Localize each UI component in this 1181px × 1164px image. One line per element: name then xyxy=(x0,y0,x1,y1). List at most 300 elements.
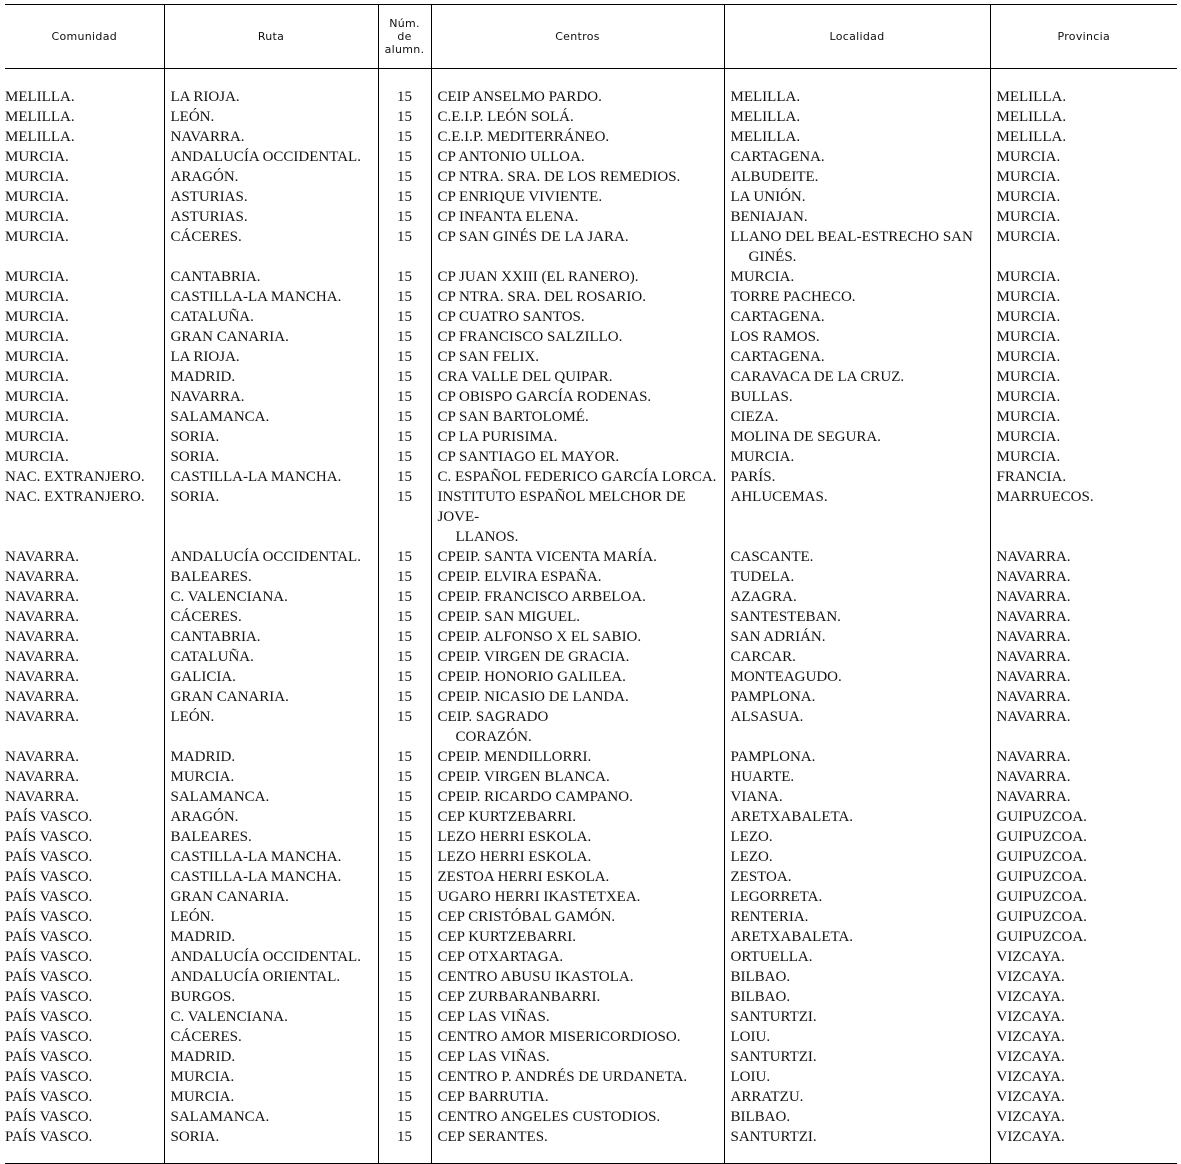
cell-provincia: MURCIA. xyxy=(996,389,1061,405)
cell-centro: UGARO HERRI IKASTETXEA. xyxy=(431,887,724,907)
cell-provincia: GUIPUZCOA. xyxy=(996,909,1087,925)
cell-localidad: CIEZA. xyxy=(724,407,990,427)
cell-localidad: LEZO. xyxy=(724,847,990,867)
cell-centro: CPEIP. ALFONSO X EL SABIO. xyxy=(431,627,724,647)
table-row xyxy=(5,1027,1177,1047)
cell-comunidad: NAVARRA. xyxy=(5,687,164,707)
cell-provincia: NAVARRA. xyxy=(996,769,1071,785)
cell-comunidad: NAVARRA. xyxy=(5,767,164,787)
table-header xyxy=(5,5,1177,69)
table-row xyxy=(5,627,1177,647)
cell-comunidad: NAVARRA. xyxy=(5,547,164,567)
cell-comunidad: NAVARRA. xyxy=(5,707,164,747)
cell-localidad: LLANO DEL BEAL-ESTRECHO SAN GINÉS. xyxy=(724,227,990,267)
cell-provincia: GUIPUZCOA. xyxy=(996,829,1087,845)
cell-num-alumnos: 15 xyxy=(378,1087,431,1107)
cell-provincia: VIZCAYA. xyxy=(996,949,1065,965)
cell-ruta: ANDALUCÍA OCCIDENTAL. xyxy=(164,547,378,567)
cell-num-alumnos: 15 xyxy=(378,947,431,967)
cell-provincia: MURCIA. xyxy=(996,189,1061,205)
cell-ruta: CÁCERES. xyxy=(164,227,378,267)
cell-ruta: CASTILLA-LA MANCHA. xyxy=(164,467,378,487)
cell-localidad: HUARTE. xyxy=(724,767,990,787)
table-row xyxy=(5,767,1177,787)
cell-localidad: TORRE PACHECO. xyxy=(724,287,990,307)
cell-ruta: ASTURIAS. xyxy=(164,207,378,227)
table-row xyxy=(5,907,1177,927)
cell-num-alumnos: 15 xyxy=(378,1027,431,1047)
cell-comunidad: NAVARRA. xyxy=(5,787,164,807)
cell-localidad: ALBUDEITE. xyxy=(724,167,990,187)
cell-num-alumnos: 15 xyxy=(378,567,431,587)
cell-num-alumnos: 15 xyxy=(378,127,431,147)
cell-comunidad: PAÍS VASCO. xyxy=(5,1087,164,1107)
cell-centro: CPEIP. SANTA VICENTA MARÍA. xyxy=(431,547,724,567)
cell-centro: CPEIP. HONORIO GALILEA. xyxy=(431,667,724,687)
table-row xyxy=(5,387,1177,407)
cell-localidad: MURCIA. xyxy=(724,267,990,287)
cell-comunidad: PAÍS VASCO. xyxy=(5,1047,164,1067)
cell-num-alumnos: 15 xyxy=(378,327,431,347)
cell-centro: CEP SERANTES. xyxy=(431,1127,724,1147)
cell-comunidad: NAVARRA. xyxy=(5,647,164,667)
cell-provincia: NAVARRA. xyxy=(996,549,1071,565)
cell-comunidad: MELILLA. xyxy=(5,107,164,127)
cell-provincia: MURCIA. xyxy=(996,349,1061,365)
cell-comunidad: NAVARRA. xyxy=(5,587,164,607)
cell-num-alumnos: 15 xyxy=(378,1067,431,1087)
cell-ruta: CASTILLA-LA MANCHA. xyxy=(164,287,378,307)
cell-localidad: PAMPLONA. xyxy=(724,687,990,707)
cell-ruta: SORIA. xyxy=(164,447,378,467)
cell-comunidad: PAÍS VASCO. xyxy=(5,1107,164,1127)
cell-num-alumnos: 15 xyxy=(378,927,431,947)
cell-provincia: GUIPUZCOA. xyxy=(996,869,1087,885)
cell-ruta: ARAGÓN. xyxy=(164,807,378,827)
cell-comunidad: NAC. EXTRANJERO. xyxy=(5,487,164,547)
cell-localidad: MOLINA DE SEGURA. xyxy=(724,427,990,447)
table-row xyxy=(5,807,1177,827)
cell-centro: LEZO HERRI ESKOLA. xyxy=(431,827,724,847)
cell-centro: CEP OTXARTAGA. xyxy=(431,947,724,967)
cell-centro: CP INFANTA ELENA. xyxy=(431,207,724,227)
cell-ruta: CÁCERES. xyxy=(164,1027,378,1047)
cell-provincia: GUIPUZCOA. xyxy=(996,849,1087,865)
cell-centro: CENTRO AMOR MISERICORDIOSO. xyxy=(431,1027,724,1047)
cell-comunidad: MURCIA. xyxy=(5,207,164,227)
table-row xyxy=(5,127,1177,147)
cell-localidad: SANTESTEBAN. xyxy=(724,607,990,627)
cell-provincia: NAVARRA. xyxy=(996,709,1071,725)
cell-num-alumnos: 15 xyxy=(378,627,431,647)
cell-localidad: CARCAR. xyxy=(724,647,990,667)
cell-centro: CPEIP. VIRGEN DE GRACIA. xyxy=(431,647,724,667)
cell-comunidad: PAÍS VASCO. xyxy=(5,867,164,887)
cell-localidad: ALSASUA. xyxy=(724,707,990,747)
cell-localidad: CARTAGENA. xyxy=(724,147,990,167)
table-row xyxy=(5,1067,1177,1087)
cell-num-alumnos: 15 xyxy=(378,667,431,687)
header-num-alumnos: Núm. de alumn. xyxy=(378,5,431,69)
cell-comunidad: MURCIA. xyxy=(5,327,164,347)
cell-centro: CEP LAS VIÑAS. xyxy=(431,1007,724,1027)
cell-num-alumnos: 15 xyxy=(378,387,431,407)
cell-localidad: SANTURTZI. xyxy=(724,1047,990,1067)
cell-ruta: CASTILLA-LA MANCHA. xyxy=(164,867,378,887)
cell-num-alumnos: 15 xyxy=(378,987,431,1007)
cell-ruta: ARAGÓN. xyxy=(164,167,378,187)
cell-localidad: CARAVACA DE LA CRUZ. xyxy=(724,367,990,387)
cell-num-alumnos: 15 xyxy=(378,427,431,447)
cell-localidad: ARETXABALETA. xyxy=(724,807,990,827)
cell-ruta: MADRID. xyxy=(164,747,378,767)
cell-comunidad: PAÍS VASCO. xyxy=(5,927,164,947)
cell-comunidad: PAÍS VASCO. xyxy=(5,887,164,907)
cell-num-alumnos: 15 xyxy=(378,967,431,987)
cell-ruta: GALICIA. xyxy=(164,667,378,687)
cell-num-alumnos: 15 xyxy=(378,707,431,747)
cell-comunidad: PAÍS VASCO. xyxy=(5,807,164,827)
cell-localidad: SANTURTZI. xyxy=(724,1127,990,1147)
cell-ruta: LA RIOJA. xyxy=(164,347,378,367)
cell-localidad: SAN ADRIÁN. xyxy=(724,627,990,647)
cell-centro: C.E.I.P. LEÓN SOLÁ. xyxy=(431,107,724,127)
cell-localidad: CARTAGENA. xyxy=(724,347,990,367)
cell-ruta: LA RIOJA. xyxy=(164,87,378,107)
cell-ruta: ANDALUCÍA ORIENTAL. xyxy=(164,967,378,987)
cell-num-alumnos: 15 xyxy=(378,787,431,807)
cell-num-alumnos: 15 xyxy=(378,547,431,567)
cell-comunidad: NAVARRA. xyxy=(5,607,164,627)
cell-centro: CP OBISPO GARCÍA RODENAS. xyxy=(431,387,724,407)
cell-ruta: CASTILLA-LA MANCHA. xyxy=(164,847,378,867)
cell-centro: CP NTRA. SRA. DEL ROSARIO. xyxy=(431,287,724,307)
cell-ruta: SORIA. xyxy=(164,487,378,547)
cell-comunidad: MELILLA. xyxy=(5,87,164,107)
cell-num-alumnos: 15 xyxy=(378,607,431,627)
table-row xyxy=(5,967,1177,987)
cell-num-alumnos: 15 xyxy=(378,307,431,327)
cell-comunidad: PAÍS VASCO. xyxy=(5,967,164,987)
cell-centro: INSTITUTO ESPAÑOL MELCHOR DE JOVE- LLANOS. xyxy=(431,487,724,547)
cell-provincia: VIZCAYA. xyxy=(996,969,1065,985)
cell-centro: CEP KURTZEBARRI. xyxy=(431,807,724,827)
cell-num-alumnos: 15 xyxy=(378,807,431,827)
cell-num-alumnos: 15 xyxy=(378,187,431,207)
cell-comunidad: PAÍS VASCO. xyxy=(5,827,164,847)
cell-localidad: ARETXABALETA. xyxy=(724,927,990,947)
cell-localidad: BILBAO. xyxy=(724,987,990,1007)
cell-ruta: MURCIA. xyxy=(164,1067,378,1087)
cell-comunidad: MURCIA. xyxy=(5,187,164,207)
table-row xyxy=(5,987,1177,1007)
cell-num-alumnos: 15 xyxy=(378,687,431,707)
cell-num-alumnos: 15 xyxy=(378,747,431,767)
cell-ruta: GRAN CANARIA. xyxy=(164,687,378,707)
table-row xyxy=(5,687,1177,707)
cell-ruta: BALEARES. xyxy=(164,827,378,847)
cell-provincia: NAVARRA. xyxy=(996,789,1071,805)
table-row xyxy=(5,287,1177,307)
cell-centro: CPEIP. VIRGEN BLANCA. xyxy=(431,767,724,787)
cell-localidad: MELILLA. xyxy=(724,127,990,147)
cell-comunidad: PAÍS VASCO. xyxy=(5,1027,164,1047)
cell-num-alumnos: 15 xyxy=(378,827,431,847)
cell-centro: ZESTOA HERRI ESKOLA. xyxy=(431,867,724,887)
cell-comunidad: MURCIA. xyxy=(5,447,164,467)
cell-localidad: LEZO. xyxy=(724,827,990,847)
table-row xyxy=(5,827,1177,847)
table-row xyxy=(5,307,1177,327)
cell-comunidad: MURCIA. xyxy=(5,407,164,427)
cell-centro: CEP KURTZEBARRI. xyxy=(431,927,724,947)
cell-localidad: LOIU. xyxy=(724,1067,990,1087)
cell-provincia: VIZCAYA. xyxy=(996,1009,1065,1025)
table-row xyxy=(5,1047,1177,1067)
cell-centro: CEIP. SAGRADO CORAZÓN. xyxy=(431,707,724,747)
cell-ruta: MADRID. xyxy=(164,367,378,387)
cell-provincia: VIZCAYA. xyxy=(996,1049,1065,1065)
cell-localidad: AZAGRA. xyxy=(724,587,990,607)
cell-localidad: ARRATZU. xyxy=(724,1087,990,1107)
table-row xyxy=(5,367,1177,387)
cell-ruta: CATALUÑA. xyxy=(164,307,378,327)
cell-num-alumnos: 15 xyxy=(378,447,431,467)
table-row xyxy=(5,167,1177,187)
cell-ruta: C. VALENCIANA. xyxy=(164,587,378,607)
cell-num-alumnos: 15 xyxy=(378,167,431,187)
cell-provincia: GUIPUZCOA. xyxy=(996,889,1087,905)
cell-localidad: PARÍS. xyxy=(724,467,990,487)
cell-centro: CP CUATRO SANTOS. xyxy=(431,307,724,327)
cell-provincia: NAVARRA. xyxy=(996,749,1071,765)
cell-num-alumnos: 15 xyxy=(378,107,431,127)
cell-centro: CPEIP. SAN MIGUEL. xyxy=(431,607,724,627)
cell-localidad: ORTUELLA. xyxy=(724,947,990,967)
table-row xyxy=(5,407,1177,427)
table-body xyxy=(5,69,1177,1164)
cell-provincia: VIZCAYA. xyxy=(996,1109,1065,1125)
cell-provincia: MELILLA. xyxy=(996,109,1067,125)
cell-provincia: MURCIA. xyxy=(996,169,1061,185)
cell-ruta: SORIA. xyxy=(164,1127,378,1147)
cell-num-alumnos: 15 xyxy=(378,467,431,487)
cell-localidad: ZESTOA. xyxy=(724,867,990,887)
cell-comunidad: MURCIA. xyxy=(5,287,164,307)
table-row xyxy=(5,487,1177,547)
cell-provincia: MELILLA. xyxy=(996,89,1067,105)
cell-provincia: MURCIA. xyxy=(996,209,1061,225)
cell-provincia: NAVARRA. xyxy=(996,609,1071,625)
cell-ruta: GRAN CANARIA. xyxy=(164,327,378,347)
table-row xyxy=(5,567,1177,587)
cell-centro: CEP CRISTÓBAL GAMÓN. xyxy=(431,907,724,927)
cell-ruta: SALAMANCA. xyxy=(164,1107,378,1127)
cell-comunidad: PAÍS VASCO. xyxy=(5,1007,164,1027)
cell-provincia: VIZCAYA. xyxy=(996,1029,1065,1045)
cell-comunidad: MURCIA. xyxy=(5,227,164,267)
cell-ruta: LEÓN. xyxy=(164,907,378,927)
cell-num-alumnos: 15 xyxy=(378,367,431,387)
cell-ruta: LEÓN. xyxy=(164,707,378,747)
cell-localidad: BILBAO. xyxy=(724,967,990,987)
cell-comunidad: MURCIA. xyxy=(5,167,164,187)
cell-provincia: FRANCIA. xyxy=(996,469,1067,485)
cell-ruta: C. VALENCIANA. xyxy=(164,1007,378,1027)
cell-ruta: NAVARRA. xyxy=(164,127,378,147)
table-row xyxy=(5,927,1177,947)
cell-ruta: BURGOS. xyxy=(164,987,378,1007)
cell-num-alumnos: 15 xyxy=(378,87,431,107)
table-row xyxy=(5,447,1177,467)
cell-comunidad: PAÍS VASCO. xyxy=(5,987,164,1007)
cell-comunidad: MURCIA. xyxy=(5,147,164,167)
cell-num-alumnos: 15 xyxy=(378,407,431,427)
table-row xyxy=(5,847,1177,867)
cell-comunidad: MURCIA. xyxy=(5,307,164,327)
cell-provincia: VIZCAYA. xyxy=(996,1069,1065,1085)
cell-provincia: GUIPUZCOA. xyxy=(996,809,1087,825)
cell-centro: CENTRO P. ANDRÉS DE URDANETA. xyxy=(431,1067,724,1087)
cell-localidad: LA UNIÓN. xyxy=(724,187,990,207)
cell-provincia: NAVARRA. xyxy=(996,689,1071,705)
cell-ruta: MURCIA. xyxy=(164,1087,378,1107)
cell-comunidad: MELILLA. xyxy=(5,127,164,147)
cell-centro: CEP BARRUTIA. xyxy=(431,1087,724,1107)
cell-num-alumnos: 15 xyxy=(378,647,431,667)
cell-ruta: NAVARRA. xyxy=(164,387,378,407)
cell-provincia: MURCIA. xyxy=(996,309,1061,325)
cell-localidad: MONTEAGUDO. xyxy=(724,667,990,687)
cell-provincia: MURCIA. xyxy=(996,149,1061,165)
cell-num-alumnos: 15 xyxy=(378,867,431,887)
cell-provincia: NAVARRA. xyxy=(996,629,1071,645)
cell-comunidad: MURCIA. xyxy=(5,267,164,287)
table-row xyxy=(5,547,1177,567)
table-row xyxy=(5,787,1177,807)
table-row xyxy=(5,707,1177,747)
cell-localidad: CARTAGENA. xyxy=(724,307,990,327)
cell-localidad: RENTERIA. xyxy=(724,907,990,927)
cell-centro: CEIP ANSELMO PARDO. xyxy=(431,87,724,107)
cell-ruta: ASTURIAS. xyxy=(164,187,378,207)
table-row xyxy=(5,267,1177,287)
cell-centro: CEP LAS VIÑAS. xyxy=(431,1047,724,1067)
cell-centro: CENTRO ANGELES CUSTODIOS. xyxy=(431,1107,724,1127)
cell-localidad: PAMPLONA. xyxy=(724,747,990,767)
cell-provincia: MURCIA. xyxy=(996,429,1061,445)
cell-provincia: NAVARRA. xyxy=(996,589,1071,605)
table-row xyxy=(5,427,1177,447)
cell-num-alumnos: 15 xyxy=(378,1007,431,1027)
cell-ruta: CÁCERES. xyxy=(164,607,378,627)
cell-centro: CP ANTONIO ULLOA. xyxy=(431,147,724,167)
cell-provincia: NAVARRA. xyxy=(996,649,1071,665)
header-comunidad: Comunidad xyxy=(5,5,164,69)
cell-centro: LEZO HERRI ESKOLA. xyxy=(431,847,724,867)
cell-centro: CPEIP. ELVIRA ESPAÑA. xyxy=(431,567,724,587)
cell-ruta: MADRID. xyxy=(164,927,378,947)
cell-ruta: ANDALUCÍA OCCIDENTAL. xyxy=(164,947,378,967)
table-row xyxy=(5,867,1177,887)
cell-ruta: SORIA. xyxy=(164,427,378,447)
cell-centro: CP LA PURISIMA. xyxy=(431,427,724,447)
cell-localidad: LOIU. xyxy=(724,1027,990,1047)
cell-centro: CPEIP. FRANCISCO ARBELOA. xyxy=(431,587,724,607)
table-row xyxy=(5,667,1177,687)
cell-provincia: MELILLA. xyxy=(996,129,1067,145)
table-row xyxy=(5,1107,1177,1127)
cell-comunidad: NAC. EXTRANJERO. xyxy=(5,467,164,487)
table-row xyxy=(5,107,1177,127)
cell-comunidad: NAVARRA. xyxy=(5,567,164,587)
cell-provincia: MURCIA. xyxy=(996,409,1061,425)
table-row xyxy=(5,87,1177,107)
table-row xyxy=(5,607,1177,627)
cell-num-alumnos: 15 xyxy=(378,347,431,367)
document-page xyxy=(5,4,1177,1164)
cell-provincia: MURCIA. xyxy=(996,269,1061,285)
cell-centro: CP SAN FELIX. xyxy=(431,347,724,367)
cell-provincia: NAVARRA. xyxy=(996,569,1071,585)
cell-provincia: GUIPUZCOA. xyxy=(996,929,1087,945)
cell-comunidad: PAÍS VASCO. xyxy=(5,1067,164,1087)
cell-comunidad: PAÍS VASCO. xyxy=(5,907,164,927)
cell-num-alumnos: 15 xyxy=(378,487,431,547)
cell-num-alumnos: 15 xyxy=(378,1107,431,1127)
table-row xyxy=(5,467,1177,487)
cell-comunidad: PAÍS VASCO. xyxy=(5,947,164,967)
cell-localidad: AHLUCEMAS. xyxy=(724,487,990,547)
cell-centro: C.E.I.P. MEDITERRÁNEO. xyxy=(431,127,724,147)
cell-comunidad: MURCIA. xyxy=(5,387,164,407)
cell-num-alumnos: 15 xyxy=(378,767,431,787)
cell-ruta: CATALUÑA. xyxy=(164,647,378,667)
cell-ruta: CANTABRIA. xyxy=(164,627,378,647)
cell-localidad: LOS RAMOS. xyxy=(724,327,990,347)
cell-localidad: MURCIA. xyxy=(724,447,990,467)
cell-centro: CP SAN GINÉS DE LA JARA. xyxy=(431,227,724,267)
table-row xyxy=(5,187,1177,207)
cell-num-alumnos: 15 xyxy=(378,227,431,267)
table-row xyxy=(5,1007,1177,1027)
cell-provincia: MARRUECOS. xyxy=(996,489,1094,505)
cell-localidad: TUDELA. xyxy=(724,567,990,587)
cell-localidad: MELILLA. xyxy=(724,107,990,127)
cell-provincia: MURCIA. xyxy=(996,449,1061,465)
cell-centro: CP SAN BARTOLOMÉ. xyxy=(431,407,724,427)
cell-ruta: SALAMANCA. xyxy=(164,407,378,427)
table-row xyxy=(5,587,1177,607)
cell-provincia: MURCIA. xyxy=(996,229,1061,245)
table-row xyxy=(5,947,1177,967)
table-row xyxy=(5,647,1177,667)
cell-comunidad: PAÍS VASCO. xyxy=(5,847,164,867)
cell-localidad: BENIAJAN. xyxy=(724,207,990,227)
header-centros: Centros xyxy=(431,5,724,69)
cell-centro: C. ESPAÑOL FEDERICO GARCÍA LORCA. xyxy=(431,467,724,487)
cell-provincia: MURCIA. xyxy=(996,369,1061,385)
cell-comunidad: MURCIA. xyxy=(5,347,164,367)
cell-provincia: MURCIA. xyxy=(996,289,1061,305)
cell-comunidad: NAVARRA. xyxy=(5,747,164,767)
cell-localidad: VIANA. xyxy=(724,787,990,807)
table-row xyxy=(5,327,1177,347)
cell-localidad: CASCANTE. xyxy=(724,547,990,567)
table-row xyxy=(5,207,1177,227)
cell-num-alumnos: 15 xyxy=(378,907,431,927)
cell-ruta: CANTABRIA. xyxy=(164,267,378,287)
